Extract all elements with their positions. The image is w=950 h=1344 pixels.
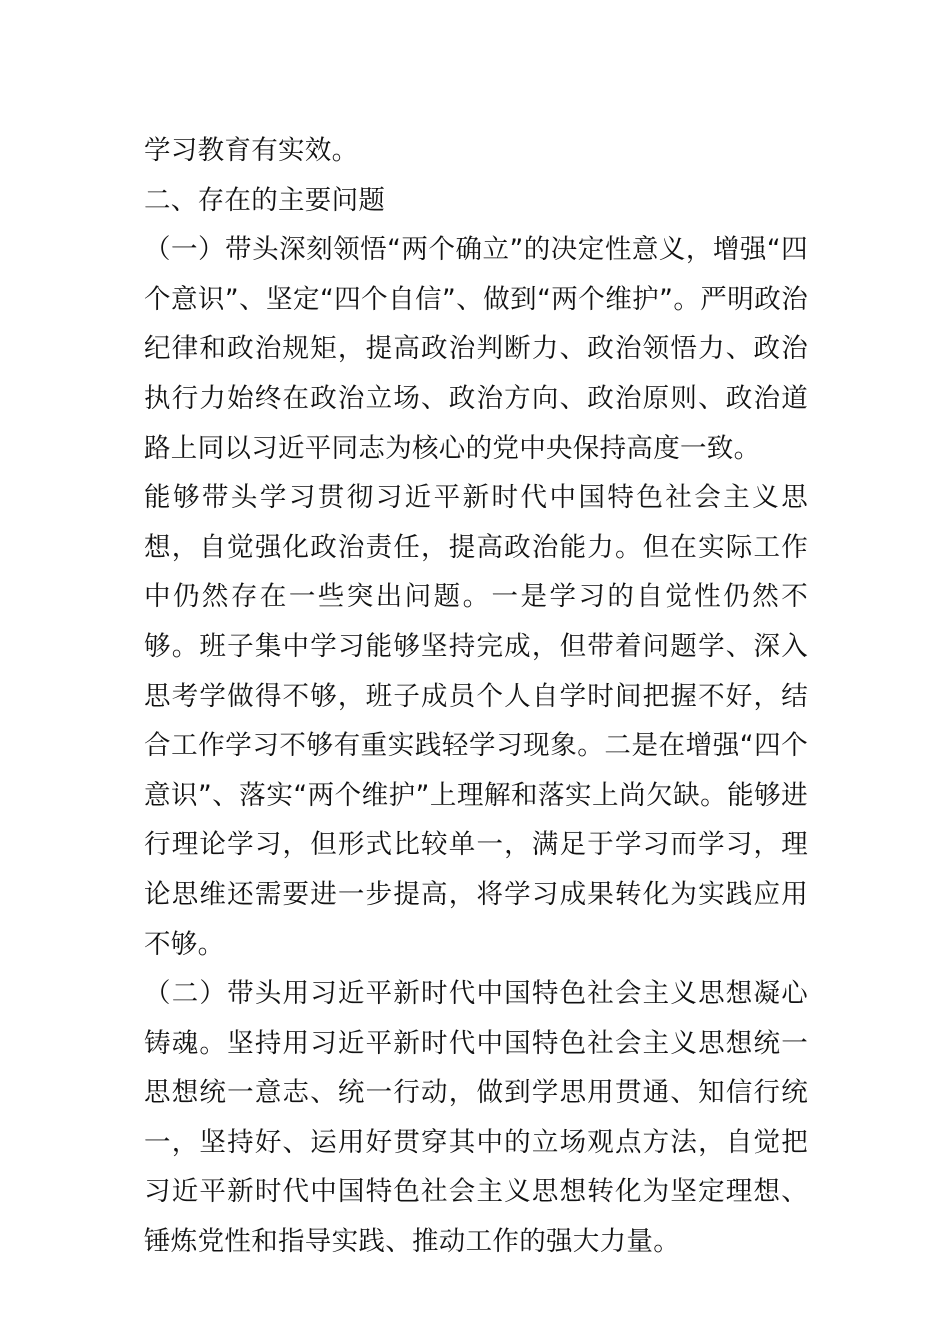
document-page bbox=[144, 126, 808, 1267]
section-heading: 二、存在的主要问题 bbox=[144, 184, 386, 216]
paragraph-item-one: （一）带头深刻领悟“两个确立”的决定性意义，增强“四个意识”、坚定“四个自信”、做到“两个维护”。严明政治纪律和政治规矩，提高政治判断力、政治领悟力、政治执行力始终在政治立场、政治方向、政治原则、政治道路上同以习近平同志为核心的党中央保持高度一致。 bbox=[144, 234, 808, 464]
paragraph-problems: 能够带头学习贯彻习近平新时代中国特色社会主义思想，自觉强化政治责任，提高政治能力。但在实际工作中仍然存在一些突出问题。一是学习的自觉性仍然不够。班子集中学习能够坚持完成，但带着问题学、深入思考学做得不够，班子成员个人自学时间把握不好，结合工作学习不够有重实践轻学习现象。二是在增强“四个意识”、落实“两个维护”上理解和落实上尚欠缺。能够进行理论学习，但形式比较单一，满足于学习而学习，理论思维还需要进一步提高，将学习成果转化为实践应用不够。 bbox=[144, 482, 808, 960]
paragraph-continuation: 学习教育有实效。 bbox=[144, 135, 359, 166]
paragraph-item-two: （二）带头用习近平新时代中国特色社会主义思想凝心铸魂。坚持用习近平新时代中国特色社会主义思想统一思想统一意志、统一行动，做到学思用贯通、知信行统一，坚持好、运用好贯穿其中的立场观点方法，自觉把习近平新时代中国特色社会主义思想转化为坚定理想、锤炼党性和指导实践、推动工作的强大力量。 bbox=[144, 978, 808, 1258]
